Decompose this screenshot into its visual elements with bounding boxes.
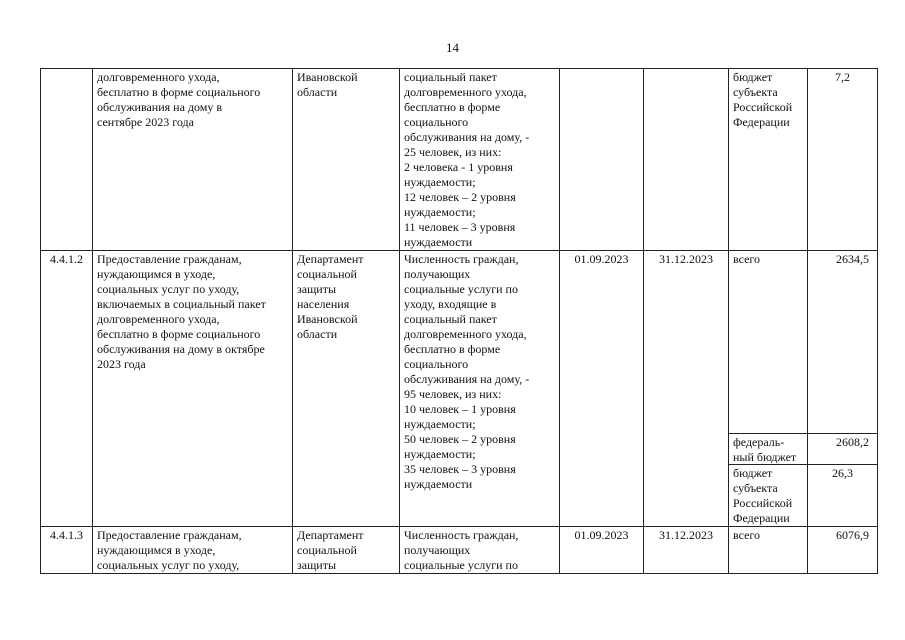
activities-table bbox=[40, 68, 878, 574]
funding-amount: 2608,2 bbox=[808, 433, 877, 464]
funding-amount: 6076,9 bbox=[808, 527, 878, 574]
responsible-organization: Департамент социальной защиты населения Ивановской области bbox=[293, 251, 400, 527]
start-date bbox=[560, 69, 644, 251]
row-number: 4.4.1.2 bbox=[41, 251, 93, 527]
indicator-description: социальный пакет долговременного ухода, бесплатно в форме социального обслуживания на дому, - 25 человек, из них: 2 человека - 1 уровня нуждаемости; 12 человек – 2 уровня нуждаемости; 11 человек – 3 уровня нуждаемости bbox=[400, 69, 560, 251]
start-date: 01.09.2023 bbox=[560, 527, 644, 574]
indicator-description: Численность граждан, получающих социальные услуги по уходу, входящие в социальный пакет долговременного ухода, бесплатно в форме социального обслуживания на дому, - 95 человек, из них: 10 человек – 1 уровня нуждаемости; 50 человек – 2 уровня нуждаемости; 35 человек – 3 уровня нуждаемости bbox=[400, 251, 560, 527]
funding-amount: 26,3 bbox=[808, 464, 877, 526]
page-number: 14 bbox=[446, 40, 459, 55]
row-number bbox=[41, 69, 93, 251]
indicator-description: Численность граждан, получающих социальные услуги по bbox=[400, 527, 560, 574]
table-row bbox=[41, 69, 878, 251]
end-date bbox=[644, 69, 729, 251]
activity-name: Предоставление гражданам, нуждающимся в уходе, социальных услуг по уходу, включаемых в социальный пакет долговременного ухода, бесплатно в форме социального обслуживания на дому в октябре 2023 года bbox=[93, 251, 293, 527]
table-row bbox=[41, 251, 878, 527]
table-row bbox=[41, 527, 878, 574]
responsible-organization: Ивановской области bbox=[293, 69, 400, 251]
funding-source: бюджет субъекта Российской Федерации bbox=[729, 69, 808, 251]
activity-name: долговременного ухода, бесплатно в форме социального обслуживания на дому в сентябре 2023 года bbox=[93, 69, 293, 251]
activity-name: Предоставление гражданам, нуждающимся в уходе, социальных услуг по уходу, bbox=[93, 527, 293, 574]
start-date: 01.09.2023 bbox=[560, 251, 644, 527]
row-number: 4.4.1.3 bbox=[41, 527, 93, 574]
end-date: 31.12.2023 bbox=[644, 251, 729, 527]
funding-amounts bbox=[808, 251, 878, 527]
funding-source: федераль- ный бюджет bbox=[729, 433, 807, 464]
responsible-organization: Департамент социальной защиты bbox=[293, 527, 400, 574]
funding-sources bbox=[729, 251, 808, 527]
funding-source: всего bbox=[729, 527, 808, 574]
funding-source: бюджет субъекта Российской Федерации bbox=[729, 464, 807, 526]
end-date: 31.12.2023 bbox=[644, 527, 729, 574]
funding-source: всего bbox=[733, 252, 761, 266]
funding-amount: 7,2 bbox=[808, 69, 878, 251]
funding-amount: 2634,5 bbox=[836, 252, 869, 266]
